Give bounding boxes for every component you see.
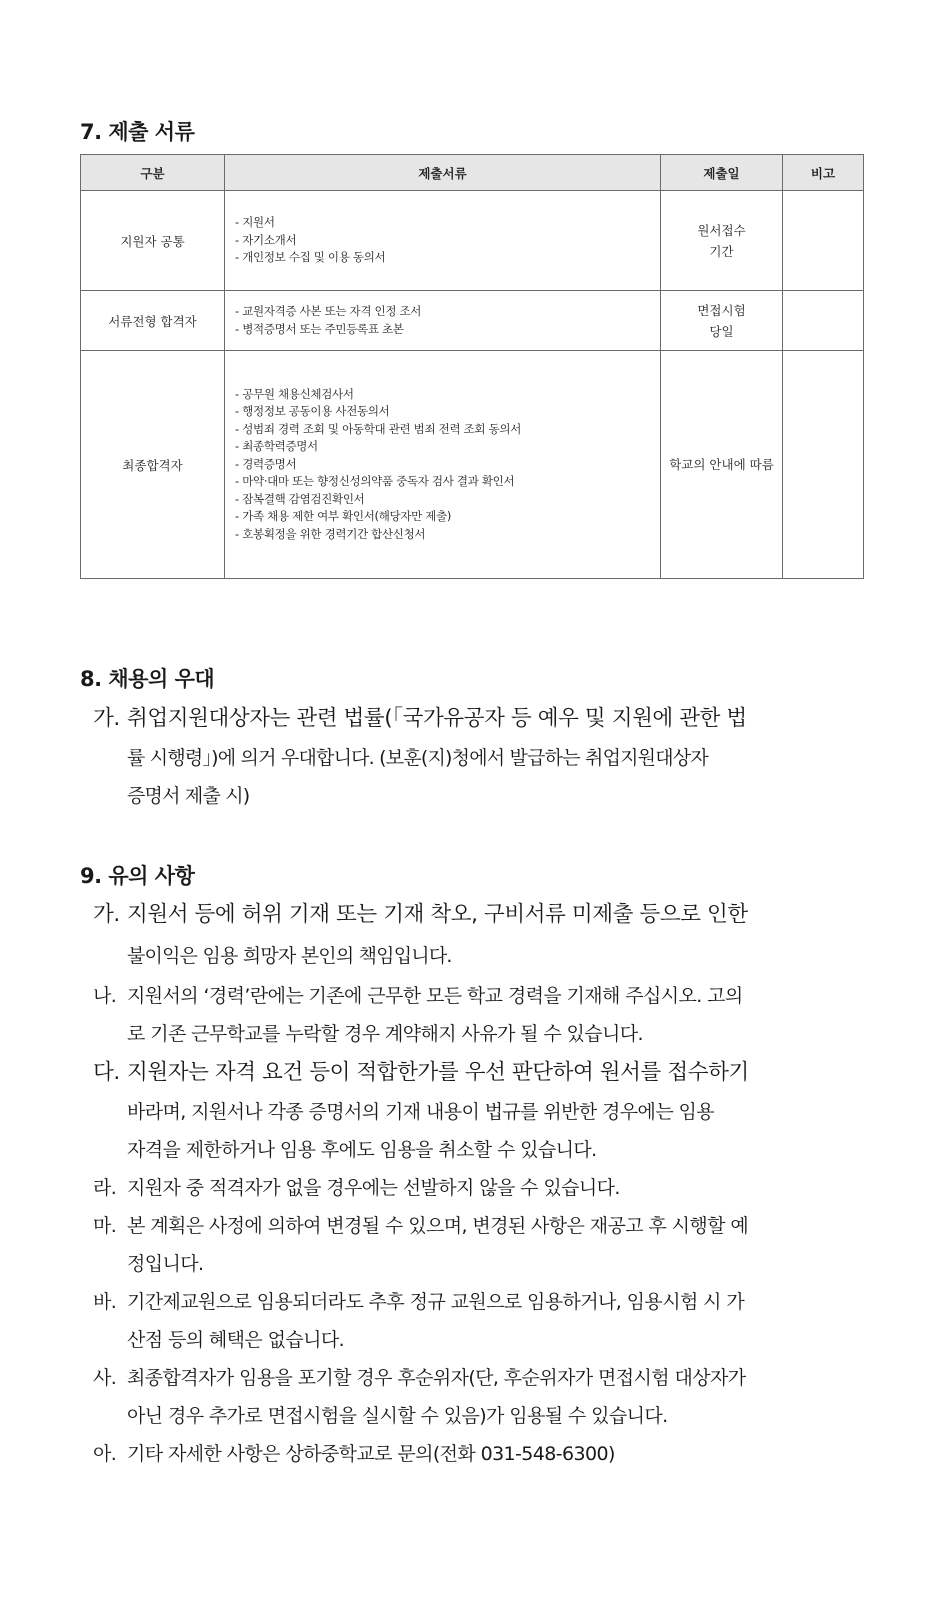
table-row	[81, 351, 864, 579]
item-line: 지원자는 자격 요건 등이 적합한가를 우선 판단하여 원서를 접수하기	[127, 1060, 749, 1085]
section-8-title: 8. 채용의 우대	[80, 667, 215, 691]
row-documents	[225, 351, 661, 579]
list-item	[93, 699, 868, 815]
document-item: - 자기소개서	[235, 232, 297, 247]
document-item: - 개인정보 수집 및 이용 동의서	[235, 250, 386, 265]
item-line: 증명서 제출 시)	[127, 785, 250, 807]
document-item: - 가족 채용 제한 여부 확인서(해당자만 제출)	[235, 509, 452, 524]
list-item	[93, 1283, 868, 1359]
row-note	[783, 191, 864, 291]
document-item: - 마약·대마 또는 향정신성의약품 중독자 검사 결과 확인서	[235, 474, 515, 489]
document-item: - 병적증명서 또는 주민등록표 초본	[235, 321, 404, 336]
row-submission-date	[661, 191, 783, 291]
item-line: 최종합격자가 임용을 포기할 경우 후순위자(단, 후순위자가 면접시험 대상자가	[127, 1367, 746, 1389]
date-line: 당일	[709, 323, 734, 339]
document-item: - 경력증명서	[235, 456, 297, 471]
date-line: 면접시험	[697, 302, 746, 318]
item-line: 아닌 경우 추가로 면접시험을 실시할 수 있음)가 임용될 수 있습니다.	[127, 1405, 668, 1427]
item-line: 정입니다.	[127, 1253, 204, 1275]
row-category: 지원자 공통	[81, 191, 225, 291]
documents-table	[80, 154, 864, 579]
date-line: 기간	[709, 243, 734, 259]
document-item: - 성범죄 경력 조회 및 아동학대 관련 범죄 전력 조회 동의서	[235, 421, 522, 436]
header-documents: 제출서류	[225, 155, 661, 191]
document-item: - 잠복결핵 감염검진확인서	[235, 491, 365, 506]
item-marker: 바.	[93, 1291, 117, 1313]
item-marker: 아.	[93, 1443, 117, 1465]
table-row	[81, 291, 864, 351]
date-line: 학교의 안내에 따름	[669, 457, 774, 472]
item-marker: 마.	[93, 1215, 117, 1237]
list-item	[93, 1359, 868, 1435]
section-9-list	[93, 895, 868, 1473]
item-line: 바라며, 지원서나 각종 증명서의 기재 내용이 법규를 위반한 경우에는 임용	[127, 1101, 715, 1123]
date-line: 원서접수	[697, 222, 746, 238]
item-line: 본 계획은 사정에 의하여 변경될 수 있으며, 변경된 사항은 재공고 후 시행할 예	[127, 1215, 749, 1237]
item-line: 취업지원대상자는 관련 법률(「국가유공자 등 예우 및 지원에 관한 법	[127, 706, 747, 731]
item-marker: 가.	[93, 706, 120, 731]
item-line: 로 기존 근무학교를 누락할 경우 계약해지 사유가 될 수 있습니다.	[127, 1023, 644, 1045]
item-marker: 다.	[93, 1060, 120, 1085]
list-item	[93, 977, 868, 1053]
document-item: - 최종학력증명서	[235, 439, 318, 454]
table-row	[81, 191, 864, 291]
row-documents	[225, 191, 661, 291]
section-9-title: 9. 유의 사항	[80, 864, 195, 888]
item-marker: 사.	[93, 1367, 117, 1389]
row-category: 최종합격자	[81, 351, 225, 579]
section-8-list	[93, 699, 868, 815]
item-line: 지원서의 ‘경력’란에는 기존에 근무한 모든 학교 경력을 기재해 주십시오. 고의	[127, 985, 743, 1007]
document-item: - 행정정보 공동이용 사전동의서	[235, 404, 390, 419]
item-line: 자격을 제한하거나 임용 후에도 임용을 취소할 수 있습니다.	[127, 1139, 597, 1161]
row-submission-date	[661, 291, 783, 351]
row-note	[783, 291, 864, 351]
document-item: - 지원서	[235, 215, 275, 230]
document-item: - 호봉획정을 위한 경력기간 합산신청서	[235, 526, 426, 541]
item-line: 불이익은 임용 희망자 본인의 책임입니다.	[127, 945, 452, 967]
item-line: 기간제교원으로 임용되더라도 추후 정규 교원으로 임용하거나, 임용시험 시 가	[127, 1291, 745, 1313]
section-7-title: 7. 제출 서류	[80, 120, 195, 144]
item-line: 산점 등의 혜택은 없습니다.	[127, 1329, 345, 1351]
item-line: 지원서 등에 허위 기재 또는 기재 착오, 구비서류 미제출 등으로 인한	[127, 902, 748, 927]
item-line: 률 시행령」)에 의거 우대합니다. (보훈(지)청에서 발급하는 취업지원대상자	[127, 747, 708, 769]
row-note	[783, 351, 864, 579]
item-marker: 나.	[93, 985, 117, 1007]
item-line: 기타 자세한 사항은 상하중학교로 문의(전화 031-548-6300)	[127, 1443, 615, 1465]
document-item: - 교원자격증 사본 또는 자격 인정 조서	[235, 304, 422, 318]
list-item	[93, 1435, 868, 1473]
header-note: 비고	[783, 155, 864, 191]
table-header-row	[81, 155, 864, 191]
list-item	[93, 895, 868, 977]
row-documents	[225, 291, 661, 351]
header-submission-date: 제출일	[661, 155, 783, 191]
item-marker: 라.	[93, 1177, 117, 1199]
item-line: 지원자 중 적격자가 없을 경우에는 선발하지 않을 수 있습니다.	[127, 1177, 620, 1199]
item-marker: 가.	[93, 902, 120, 927]
list-item	[93, 1053, 868, 1169]
document-item: - 공무원 채용신체검사서	[235, 386, 354, 401]
list-item	[93, 1169, 868, 1207]
header-category: 구분	[81, 155, 225, 191]
row-submission-date	[661, 351, 783, 579]
list-item	[93, 1207, 868, 1283]
row-category: 서류전형 합격자	[81, 291, 225, 351]
